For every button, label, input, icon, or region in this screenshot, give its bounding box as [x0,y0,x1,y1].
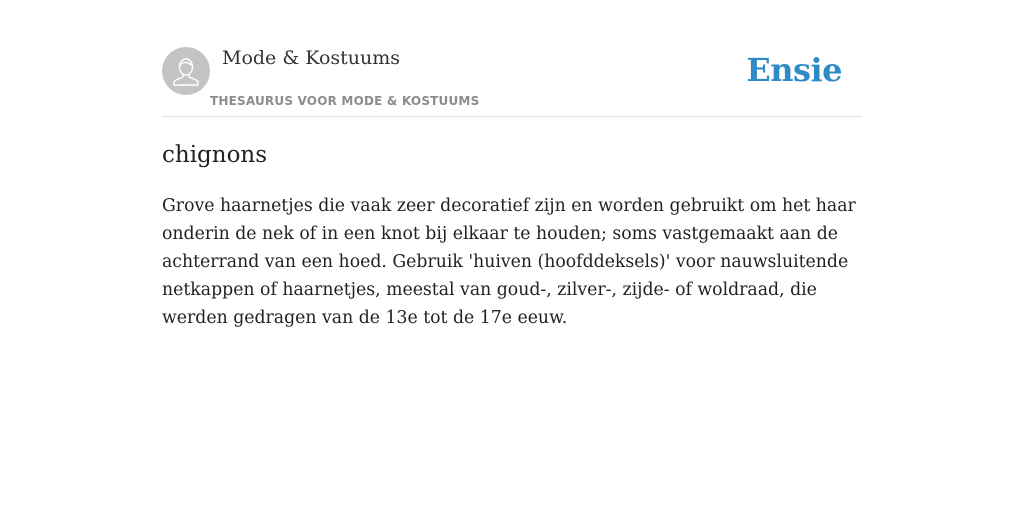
brand-logo[interactable]: Ensie [746,51,842,89]
site-subtitle: THESAURUS VOOR MODE & KOSTUUMS [210,94,480,108]
entry-term: chignons [162,142,268,168]
user-silhouette-icon[interactable] [162,47,210,95]
site-header [162,0,862,117]
entry-definition: Grove haarnetjes die vaak zeer decoratief zijn en worden gebruikt om het haar onderin de nek of in een knot bij elkaar te houden; soms vastgemaakt aan de achterrand van een hoed. Gebruik 'huiven (hoofddeksels)' voor nauwsluitende netkappen of haarnetjes, meestal van goud-, zilver-, zijde- of woldraad, die werden gedragen van de 13e tot de 17e eeuw. [162,196,856,328]
site-title[interactable]: Mode & Kostuums [222,47,401,69]
